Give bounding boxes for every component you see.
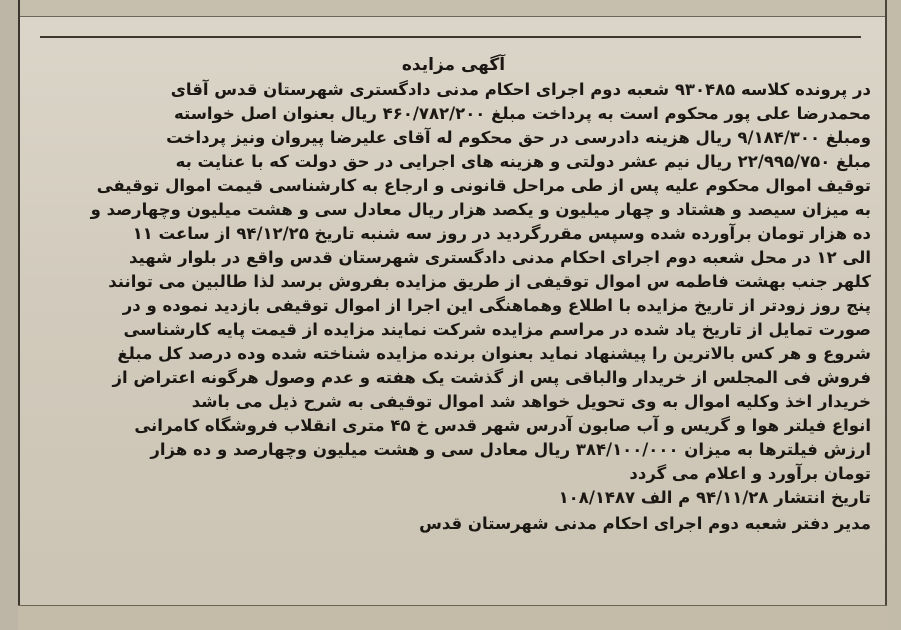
notice-line: تومان برآورد و اعلام می گردد xyxy=(629,464,871,483)
notice-footer xyxy=(36,486,871,536)
top-column-edge xyxy=(18,0,887,17)
notice-line: صورت تمایل از تاریخ یاد شده در مراسم مزایده شرکت نمایند مزایده از قیمت پایه کارشناسی xyxy=(123,320,871,339)
notice-line: خریدار اخذ وکلیه اموال به وی تحویل خواهد شد اموال توقیفی به شرح ذیل می باشد xyxy=(191,392,871,411)
notice-title: آگهی مزایده xyxy=(401,55,506,75)
publish-date-line: تاریخ انتشار ۹۴/۱۱/۲۸ م الف ۱۰۸/۱۴۸۷ xyxy=(558,488,871,507)
notice-line: ارزش فیلترها به میزان ۳۸۴/۱۰۰/۰۰۰ ریال معادل سی و هشت میلیون وچهارصد و ده هزار xyxy=(150,440,871,459)
notice-line: مبلغ ۲۲/۹۹۵/۷۵۰ ریال نیم عشر دولتی و هزینه های اجرایی در حق دولت که با عنایت به xyxy=(175,152,871,171)
notice-line: به میزان سیصد و هشتاد و چهار میلیون و یکصد هزار ریال معادل سی و هشت میلیون وچهارصد و xyxy=(90,200,871,219)
notice-line: انواع فیلتر هوا و گریس و آب صابون آدرس شهر قدس خ ۴۵ متری انقلاب فروشگاه کامرانی xyxy=(134,416,871,435)
notice-line: ومبلغ ۹/۱۸۴/۳۰۰ ریال هزینه دادرسی در حق محکوم له آقای علیرضا پیروان ونیز پرداخت xyxy=(166,128,871,147)
left-column-edge xyxy=(0,0,20,630)
right-column-edge xyxy=(885,0,901,630)
notice-body xyxy=(36,78,871,486)
notice-line: ده هزار تومان برآورده شده وسپس مقررگردید در روز سه شنبه تاریخ ۹۴/۱۲/۲۵ از ساعت ۱۱ xyxy=(132,224,871,243)
notice-line: فروش فی المجلس از خریدار والباقی پس از گذشت یک هفته و عدم وصول هرگونه اعتراض از xyxy=(112,368,871,387)
notice-line: کلهر جنب بهشت فاطمه س اموال توقیفی از طریق مزایده بفروش برسد لذا طالبین می توانند xyxy=(108,272,871,291)
signature-line: مدیر دفتر شعبه دوم اجرای احکام مدنی شهرستان قدس xyxy=(419,514,871,533)
notice-line: شروع و هر کس بالاترین را پیشنهاد نماید بعنوان برنده مزایده شناخته شده وده درصد کل مبلغ xyxy=(117,344,871,363)
top-divider xyxy=(40,36,861,38)
notice-line: پنج روز زودتر از تاریخ مزایده با اطلاع وهماهنگی این اجرا از اموال توقیفی بازدید نموده و در xyxy=(122,296,871,315)
notice-line: الی ۱۲ در محل شعبه دوم اجرای احکام مدنی دادگستری شهرستان قدس واقع در بلوار شهید xyxy=(128,248,871,267)
notice-line: توقیف اموال محکوم علیه پس از طی مراحل قانونی و ارجاع به کارشناسی قیمت اموال توقیفی xyxy=(96,176,871,195)
notice-line: در پرونده کلاسه ۹۳۰۴۸۵ شعبه دوم اجرای احکام مدنی دادگستری شهرستان قدس آقای xyxy=(170,80,871,99)
auction-notice xyxy=(36,54,871,536)
notice-line: محمدرضا علی پور محکوم است به پرداخت مبلغ ۴۶۰/۷۸۲/۲۰۰ ریال بعنوان اصل خواسته xyxy=(173,104,871,123)
bottom-column-edge xyxy=(18,605,887,630)
